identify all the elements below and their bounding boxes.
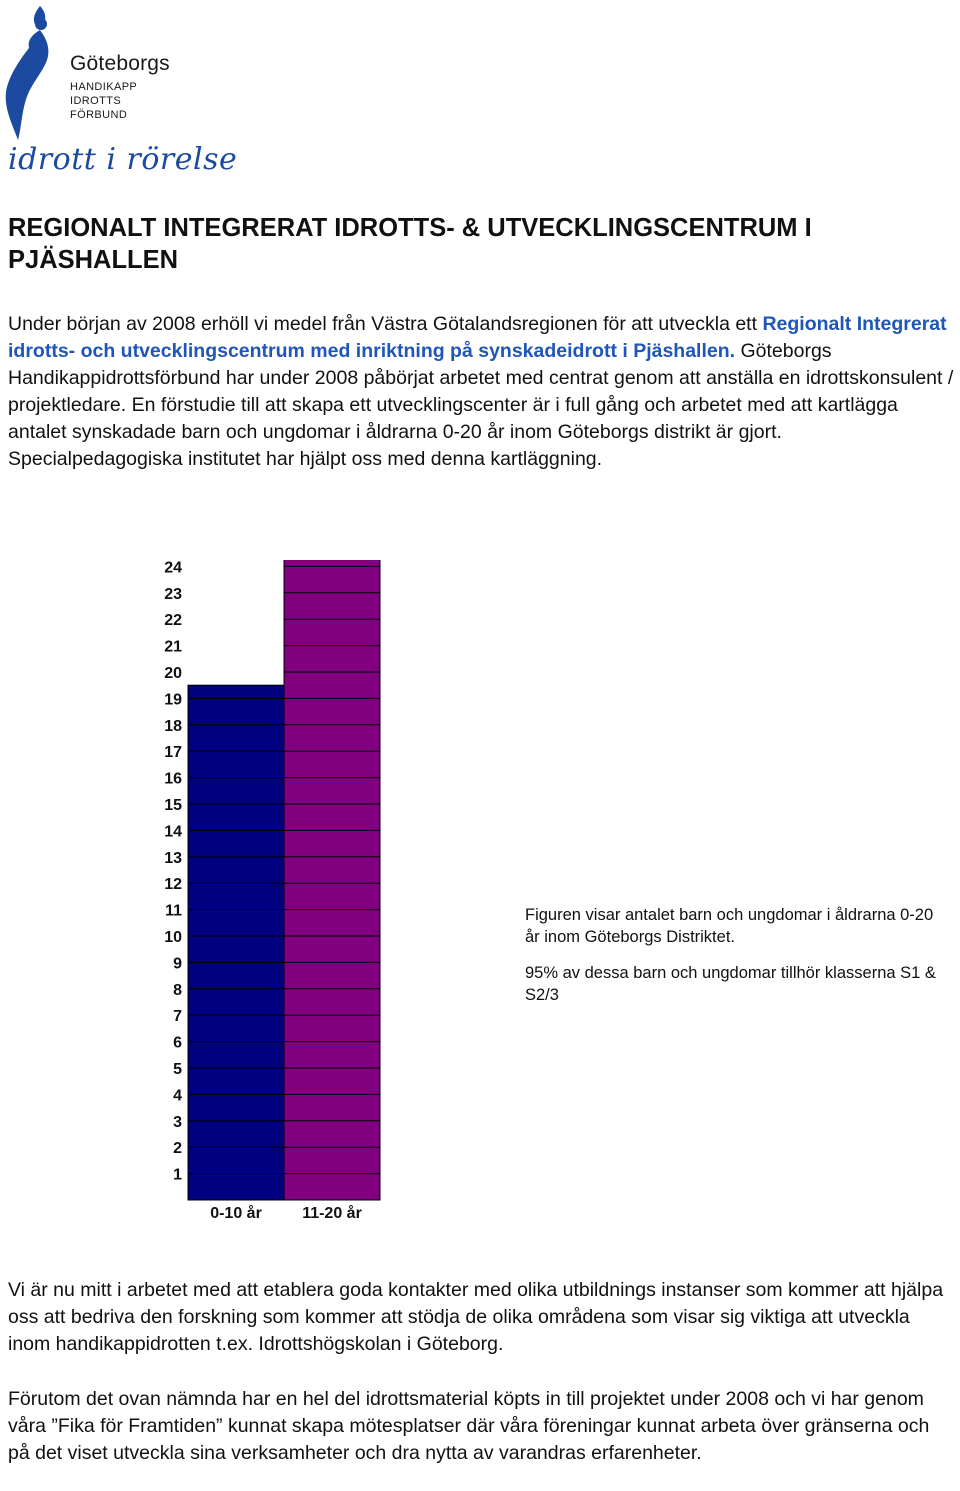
y-tick-label: 5	[173, 1061, 182, 1078]
y-tick-label: 17	[164, 744, 182, 762]
y-tick-label: 16	[164, 770, 182, 788]
bar	[284, 560, 380, 1200]
y-tick-label: 23	[164, 585, 182, 603]
intro-paragraph	[8, 311, 956, 473]
y-tick-label: 6	[173, 1034, 182, 1052]
closing-paragraph-2: Förutom det ovan nämnda har en hel del idrottsmaterial köpts in till projektet under 2008 och vi har genom våra ”Fika för Framtiden” kunnat skapa mötesplatser där våra föreningar kunnat arbeta över gränserna och på det viset utveckla sina verksamheter och dra nytta av varandras erfarenheter.	[8, 1388, 930, 1464]
y-tick-label: 21	[164, 638, 182, 656]
page-title: REGIONALT INTEGRERAT IDROTTS- & UTVECKLINGSCENTRUM I PJÄSHALLEN	[8, 214, 812, 274]
bar-chart	[150, 560, 400, 1230]
chart-note	[525, 904, 945, 1020]
y-tick-label: 22	[164, 612, 182, 630]
logo	[0, 0, 240, 190]
y-tick-label: 18	[164, 717, 182, 735]
chart-note-line: Figuren visar antalet barn och ungdomar i åldrarna 0-20 år inom Göteborgs Distriktet.	[525, 906, 934, 946]
y-tick-label: 3	[173, 1113, 182, 1131]
y-tick-label: 14	[164, 823, 182, 841]
y-tick-label: 11	[165, 902, 182, 920]
y-tick-label: 20	[164, 665, 182, 682]
logo-tagline: idrott i rörelse	[8, 142, 238, 177]
logo-sub-line: HANDIKAPP	[70, 81, 138, 93]
y-tick-label: 10	[164, 929, 182, 946]
y-tick-label: 19	[164, 691, 182, 709]
y-tick-label: 7	[173, 1008, 182, 1026]
logo-swoosh-icon	[0, 0, 70, 150]
y-tick-label: 12	[164, 876, 182, 894]
intro-highlight: Regionalt Integrerat idrotts- och utvecklingscentrum med inriktning på synskadeidrott i Pjäshallen.	[8, 313, 947, 362]
chart-note-line: 95% av dessa barn och ungdomar tillhör klasserna S1 & S2/3	[525, 964, 936, 1004]
logo-sub-line: IDROTTS	[70, 95, 122, 107]
logo-name: Göteborgs	[70, 52, 170, 75]
y-tick-label: 15	[164, 797, 182, 814]
intro-text-cont: Göteborgs Handikappidrottsförbund har under 2008 påbörjat arbetet med centrat genom att anställa en idrottskonsulent / projektledare. En förstudie till att skapa ett utvecklingscenter är i full gång och arbetet med att kartlägga antalet synskadade barn och ungdomar i åldrarna 0-20 år inom Göteborgs distrikt är gjort. Specialpedagogiska institutet har hjälpt oss med denna kartläggning.	[8, 340, 954, 470]
y-tick-label: 24	[164, 560, 182, 577]
intro-text: Under början av 2008 erhöll vi medel från Västra Götalandsregionen för att utveckla ett	[8, 313, 763, 335]
y-tick-label: 9	[173, 955, 182, 973]
x-tick-label: 11-20 år	[302, 1205, 362, 1222]
bar	[188, 685, 284, 1200]
closing-paragraph-1: Vi är nu mitt i arbetet med att etablera goda kontakter med olika utbildnings instanser som kommer att hjälpa oss att bedriva den forskning som kommer att stödja de olika områdena som visar sig viktiga att utveckla inom handikappidrotten t.ex. Idrottshögskolan i Göteborg.	[8, 1279, 944, 1355]
y-tick-label: 1	[173, 1166, 182, 1184]
y-tick-label: 8	[173, 981, 182, 999]
logo-sub	[70, 80, 137, 122]
x-tick-label: 0-10 år	[210, 1205, 262, 1222]
y-tick-label: 4	[173, 1087, 182, 1105]
logo-sub-line: FÖRBUND	[70, 109, 128, 121]
y-tick-label: 13	[164, 849, 182, 867]
y-tick-label: 2	[173, 1140, 182, 1158]
